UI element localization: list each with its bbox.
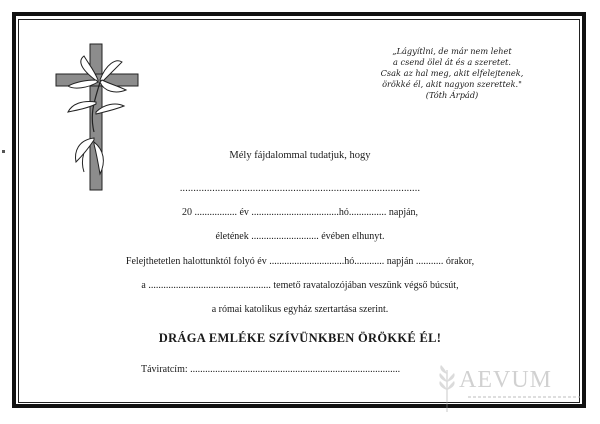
watermark-underline (468, 396, 580, 398)
age-field[interactable]: életének ........................... évében elhunyt. (215, 231, 385, 242)
edge-mark (2, 150, 5, 153)
rite-text: a római katolikus egyház szertartása szerint. (211, 304, 389, 315)
aevum-watermark (432, 362, 582, 414)
cemetery-field[interactable]: a ................................................. temető ravatalozójában veszünk végső búcsút, (141, 280, 459, 291)
funeral-date-time-field[interactable]: Felejthetetlen halottunktól folyó év ..............................hó............ napján ........... órakor, (125, 256, 475, 267)
cross-with-lily-icon (54, 42, 140, 192)
quote-line: Csak az hal meg, akit elfelejtenek, (380, 68, 524, 78)
quote-author: (Tóth Árpád) (425, 90, 479, 100)
quote-line: örökké él, akit nagyon szerettek." (382, 79, 522, 89)
death-date-field[interactable]: 20 ................. év ...................................hó............... napján, (181, 207, 419, 218)
motto-heading: DRÁGA EMLÉKE SZÍVÜNKBEN ÖRÖKKÉ ÉL! (158, 331, 442, 345)
deceased-name-field[interactable]: ......................................................................................... (179, 183, 421, 194)
quote-line: a csend ölel át és a szeretet. (393, 57, 511, 67)
memorial-quote (362, 46, 542, 101)
telegram-address-field[interactable]: Táviratcím: .................................................................................... (141, 364, 401, 375)
announcement-text: Mély fájdalommal tudatjuk, hogy (229, 150, 371, 161)
wheat-icon (432, 362, 462, 414)
quote-line: „Lágyítlni, de már nem lehet (392, 46, 512, 56)
watermark-text: AEVUM (459, 367, 552, 393)
